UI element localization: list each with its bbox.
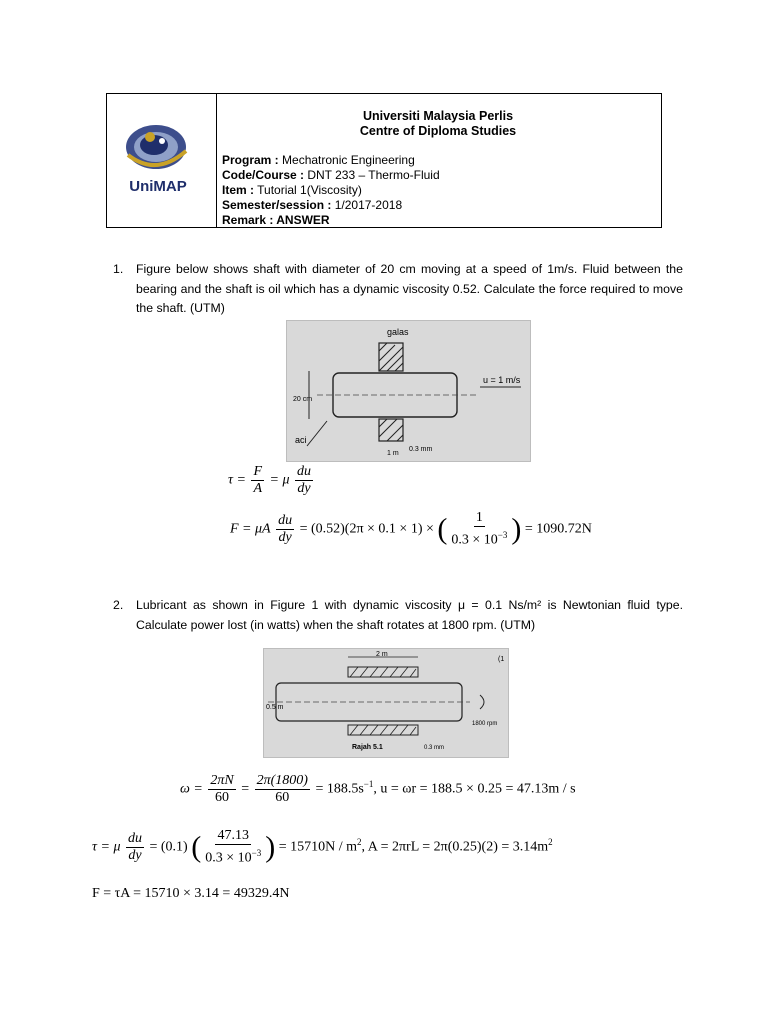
q2-eq2-lhs: τ = μ <box>92 839 121 855</box>
label-diameter-2: 0.5 m <box>266 704 284 711</box>
label-gap: 0.3 mm <box>409 446 433 453</box>
item-line <box>222 183 362 198</box>
q2-eq2-mid: = (0.1) <box>149 839 188 855</box>
q1-eq1-mid: = μ <box>269 472 290 488</box>
centre-name: Centre of Diploma Studies <box>359 124 517 138</box>
q2-eq2-frac-1: $\frac{du}{dy}$ <box>128 830 142 863</box>
shaft-diagram-2 <box>264 649 508 757</box>
question-2-text: Lubricant as shown in Figure 1 with dynamic viscosity μ = 0.1 Ns/m² is Newtonian fluid type. Calculate power lost (in watts) when the shaft rotates at 1800 rpm. (UTM) <box>136 598 683 632</box>
program-line <box>222 153 415 168</box>
q1-eq1-frac-1: $\frac{F}{A}$ <box>253 464 263 496</box>
q2-eq1-frac-1: $\frac{2\pi N}{60}$ <box>210 773 234 805</box>
label-rpm: 1800 rpm <box>472 721 498 727</box>
label-diameter: 20 cm <box>293 396 313 403</box>
q2-equation-1: ω = $\frac{2\pi N}{60}$ = $\frac{2\pi(1800)}{60}$ = $188.5s^{-1}$, u = ωr = 188.5 × 0.25 = 47.13m / s <box>180 773 576 805</box>
label-corner: (1 <box>498 656 505 663</box>
label-speed: u = 1 m/s <box>483 375 521 385</box>
q1-eq2-lhs: F = μA <box>230 521 271 537</box>
program-label: Program : <box>222 153 279 167</box>
program-value: Mechatronic Engineering <box>278 153 415 167</box>
q2-eq2-tail: , A = 2πrL = 2π(0.25)(2) = 3.14m <box>361 839 549 855</box>
code-label: Code/Course : <box>222 168 305 182</box>
semester-value: 1/2017-2018 <box>331 198 403 212</box>
logo-text: UniMAP <box>129 178 187 195</box>
label-gap-2: 0.3 mm <box>424 745 445 751</box>
remark-line <box>222 213 330 228</box>
item-label: Item : <box>222 183 255 197</box>
label-2m: 2 m <box>376 651 388 658</box>
shaft-figure-2 <box>263 648 509 758</box>
question-2 <box>113 596 683 635</box>
question-1 <box>113 260 683 319</box>
q1-eq2-result: = 1090.72N <box>524 521 592 537</box>
q1-equation-1 <box>228 464 315 497</box>
label-length: 1 m <box>387 450 399 457</box>
semester-label: Semester/session : <box>222 198 332 212</box>
code-value: DNT 233 – Thermo-Fluid <box>304 168 440 182</box>
q1-equation-2: F = μA $\frac{du}{dy}$ = (0.52)(2π × 0.1 × 1) × ( $\frac{1}{0.3 \times 10^{-3}}$ ) = 1090.72N <box>230 510 592 548</box>
shaft-diagram-1 <box>287 321 530 461</box>
shaft-figure-1 <box>286 320 531 462</box>
q1-eq1-lhs: τ = <box>228 472 246 488</box>
code-line <box>222 168 440 183</box>
q1-eq2-frac-1: $\frac{du}{dy}$ <box>278 512 293 545</box>
q2-eq1-tail: , u = ωr = 188.5 × 0.25 = 47.13m / s <box>373 781 576 797</box>
q2-eq1-rest: = 188.5s <box>315 781 364 797</box>
q2-eq1-lhs: ω = <box>180 781 203 797</box>
q2-eq2-rest: = 15710N / m <box>278 839 358 855</box>
university-name: Universiti Malaysia Perlis <box>362 109 514 123</box>
remark-label: Remark : ANSWER <box>222 213 330 227</box>
label-galas: galas <box>387 327 409 337</box>
q2-eq1-frac-2: $\frac{2\pi(1800)}{60}$ <box>256 773 308 805</box>
question-1-number: 1. <box>113 262 124 276</box>
question-2-number: 2. <box>113 598 124 612</box>
item-value: Tutorial 1(Viscosity) <box>254 183 362 197</box>
unimap-logo-icon <box>120 115 196 205</box>
semester-line <box>222 198 402 213</box>
label-rajah: Rajah 5.1 <box>352 744 383 751</box>
q2-eq2-frac-2: $\frac{47.13}{0.3 \times 10^{-3}}$ <box>205 828 262 866</box>
q2-equation-3: F = τA = 15710 × 3.14 = 49329.4N <box>92 886 290 901</box>
q1-eq2-mid: = (0.52)(2π × 0.1 × 1) × <box>299 521 434 537</box>
q1-eq1-frac-2: $\frac{du}{dy}$ <box>297 464 312 496</box>
q1-eq2-frac-2: $\frac{1}{0.3 \times 10^{-3}}$ <box>451 510 508 548</box>
label-oil: aci <box>295 435 307 445</box>
question-1-text: Figure below shows shaft with diameter of 20 cm moving at a speed of 1m/s. Fluid between the bearing and the shaft is oil which has a dynamic viscosity 0.52. Calculate the force required to move the shaft. (UTM) <box>136 262 683 315</box>
q2-equation-2: τ = μ $\frac{du}{dy}$ = (0.1) ( $\frac{47.13}{0.3 \times 10^{-3}}$ ) = $15710N / m^2$, $A = 2\pi rL = 2\pi(0.25)(2) = 3.14m^2$ <box>92 828 553 866</box>
